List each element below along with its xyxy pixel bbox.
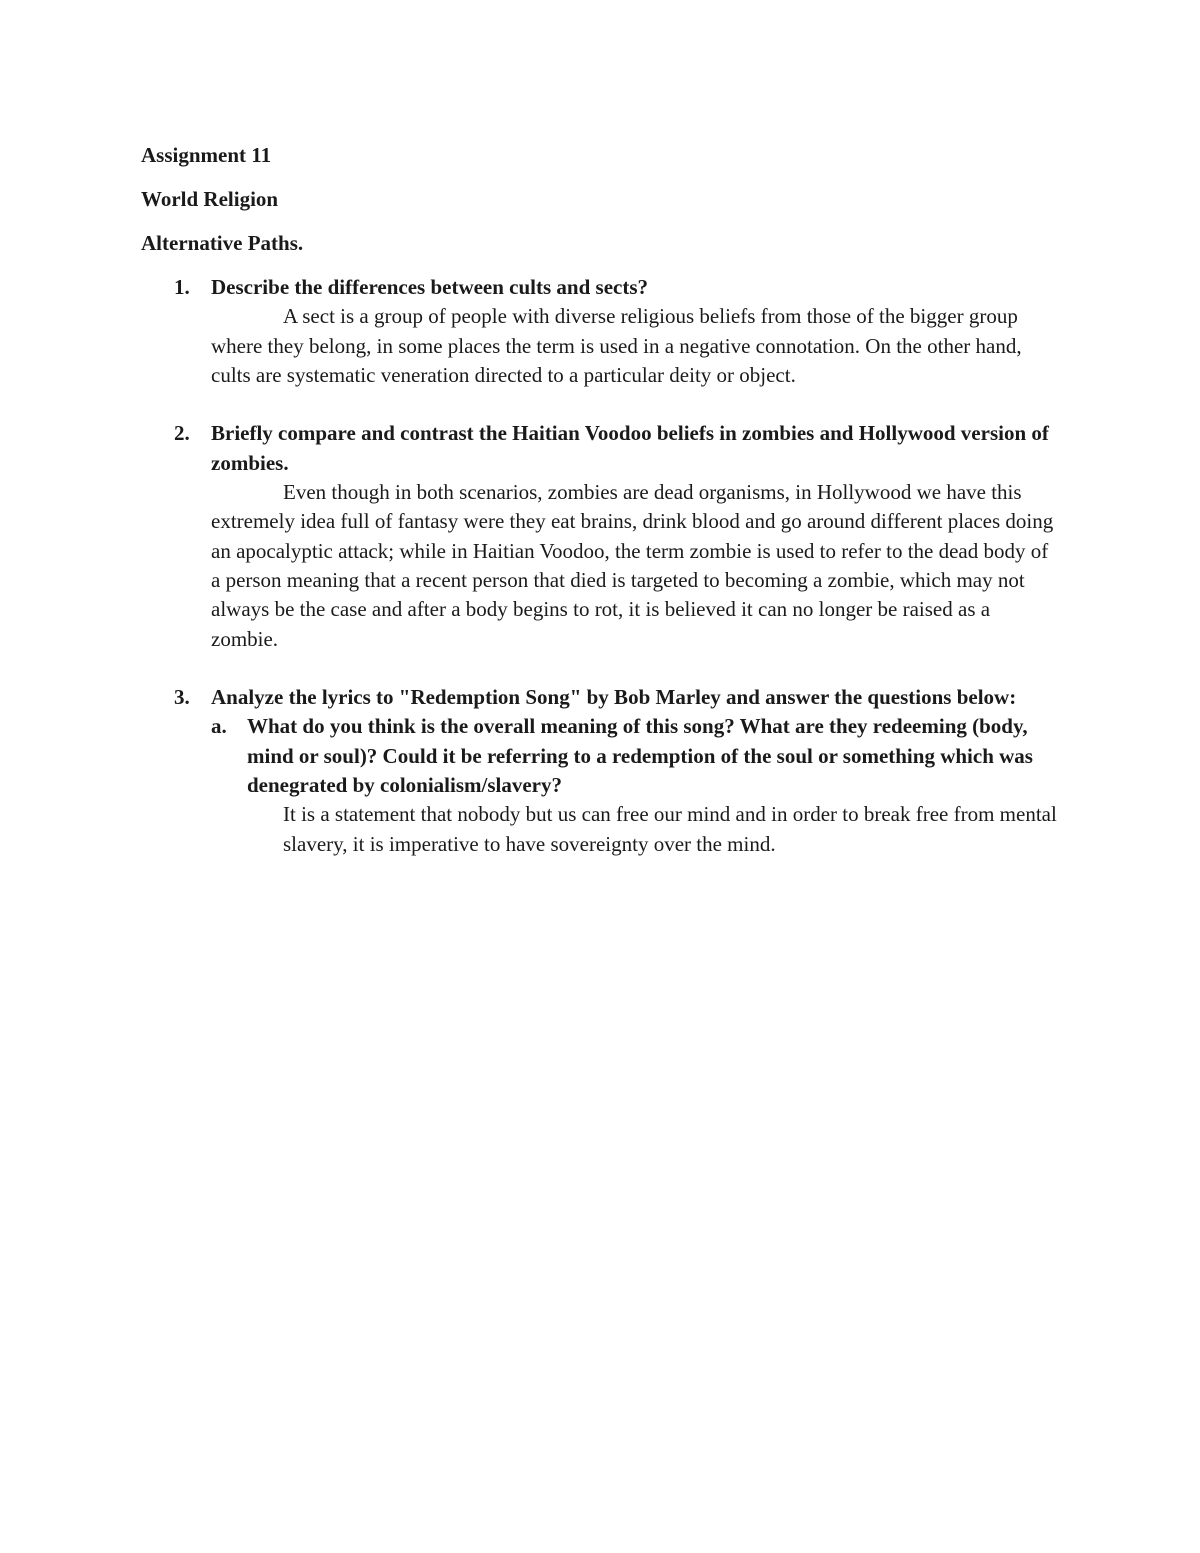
document-body [141,141,1061,888]
question-text: Briefly compare and contrast the Haitian Voodoo beliefs in zombies and Hollywood version of zombies. [211,421,1049,475]
sub-question-a [211,712,1061,858]
sub-question-letter: a. [211,714,227,739]
topic-title: Alternative Paths. [141,230,304,255]
question-text: Describe the differences between cults and sects? [211,274,649,299]
question-item-1 [141,273,1061,390]
answer-text: A sect is a group of people with diverse religious beliefs from those of the bigger group where they belong, in some places the term is used in a negative connotation. On the other hand, cults are systematic veneration directed to a particular deity or object. [211,304,1022,387]
question-item-2 [141,419,1061,653]
question-item-3 [141,683,1061,859]
question-list [141,273,1061,859]
sub-question-text: What do you think is the overall meaning of this song? What are they redeeming (body, mind or soul)? Could it be referring to a redemption of the soul or something which was denegrated by colonialism/slavery? [247,714,1033,797]
course-name: World Religion [141,186,279,211]
question-number: 1. [174,274,190,299]
answer-text: Even though in both scenarios, zombies are dead organisms, in Hollywood we have this extremely idea full of fantasy were they eat brains, drink blood and go around different places doing an apocalyptic attack; while in Haitian Voodoo, the term zombie is used to refer to the dead body of a person meaning that a recent person that died is targeted to becoming a zombie, which may not always be the case and after a body begins to rot, it is believed it can no longer be raised as a zombie. [211,480,1054,651]
question-number: 3. [174,685,190,710]
sub-answer-text: It is a statement that nobody but us can free our mind and in order to break free from mental slavery, it is imperative to have sovereignty over the mind. [283,802,1057,856]
assignment-title: Assignment 11 [141,143,272,167]
question-number: 2. [174,421,190,446]
question-text: Analyze the lyrics to "Redemption Song" by Bob Marley and answer the questions below: [211,685,1017,710]
